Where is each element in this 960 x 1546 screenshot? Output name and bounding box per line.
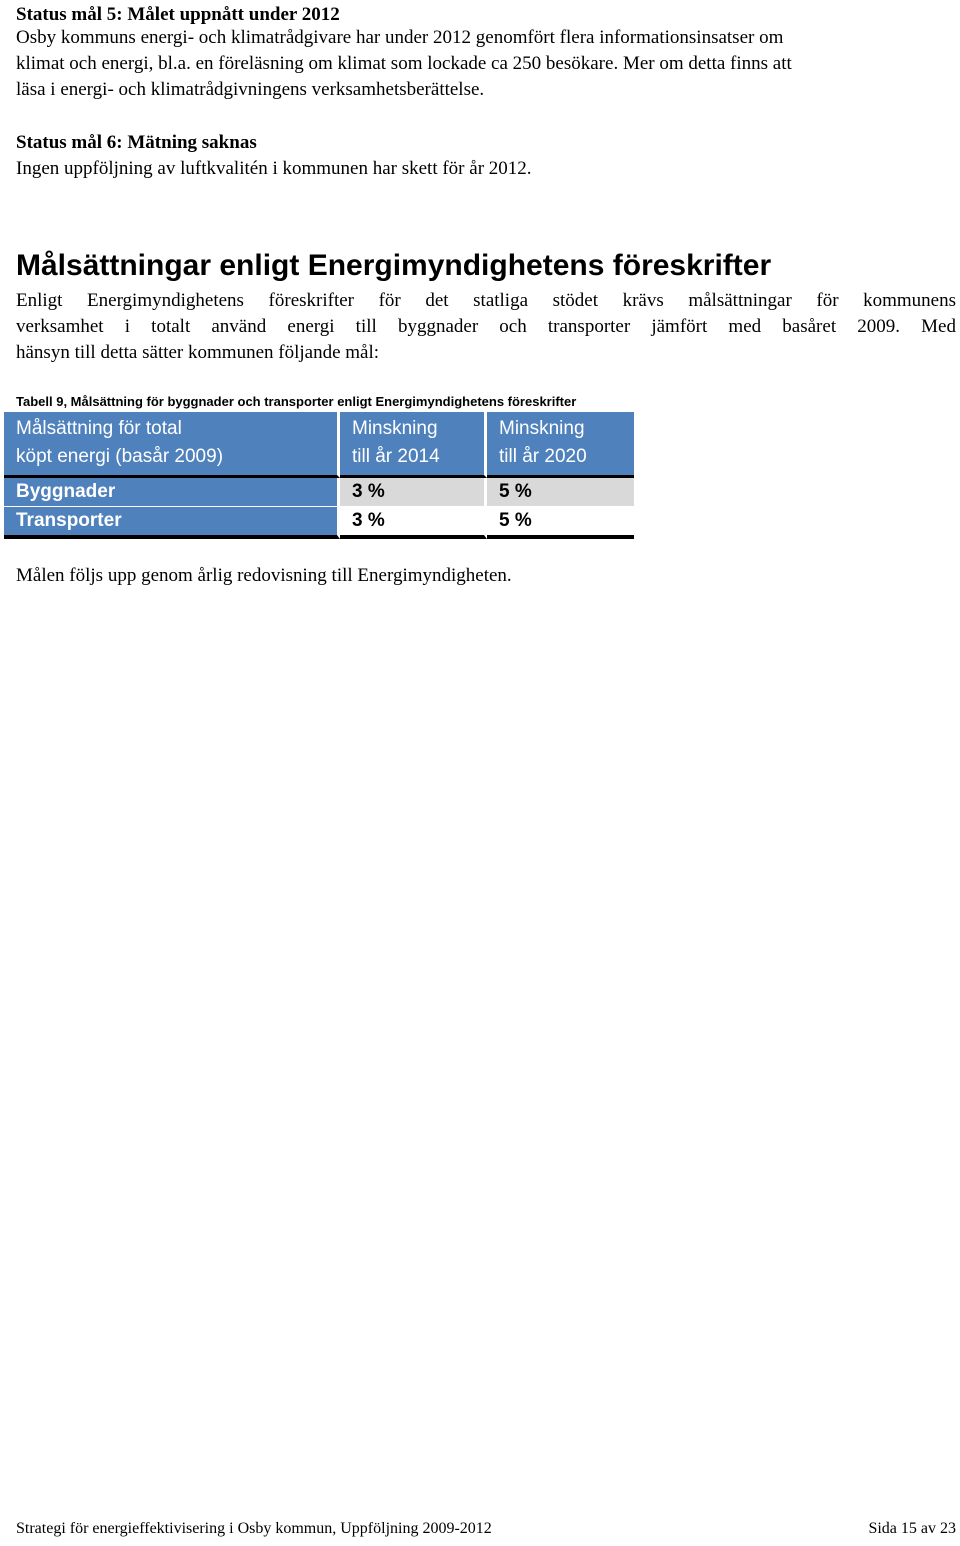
table-row xyxy=(4,478,634,507)
status-5-line-1: Osby kommuns energi- och klimatrådgivare har under 2012 genomfört flera informationsinsatser om xyxy=(16,27,784,48)
status-6-paragraph xyxy=(16,156,532,182)
transport-target-2014: 3 % xyxy=(340,507,487,539)
status-6-heading: Status mål 6: Mätning saknas xyxy=(16,132,257,153)
header-reduction-2014-line-1: Minskning xyxy=(352,418,438,439)
header-reduction-2014 xyxy=(340,412,487,478)
status-5-line-3: läsa i energi- och klimatrådgivningens verksamhetsberättelse. xyxy=(16,79,485,100)
table-row xyxy=(4,507,634,539)
status-5-heading: Status mål 5: Målet uppnått under 2012 xyxy=(16,4,340,25)
status-5-paragraph xyxy=(16,25,792,103)
header-reduction-2020 xyxy=(487,412,634,478)
table-caption: Tabell 9, Målsättning för byggnader och transporter enligt Energimyndighetens föreskrifter xyxy=(16,394,577,409)
table-header-row xyxy=(4,412,634,478)
footer-page-number: Sida 15 av 23 xyxy=(868,1520,956,1537)
header-reduction-2014-line-2: till år 2014 xyxy=(352,446,440,467)
section-line-1: Enligt Energimyndighetens föreskrifter för det statliga stödet krävs målsättningar för kommunens xyxy=(16,290,956,311)
header-reduction-2020-line-1: Minskning xyxy=(499,418,585,439)
section-heading: Målsättningar enligt Energimyndighetens föreskrifter xyxy=(16,249,772,282)
header-target-total xyxy=(4,412,340,478)
section-paragraph xyxy=(16,288,956,366)
buildings-target-2020: 5 % xyxy=(487,478,634,507)
row-label-transport: Transporter xyxy=(4,507,340,539)
footer-document-title: Strategi för energieffektivisering i Osby kommun, Uppföljning 2009-2012 xyxy=(16,1520,492,1537)
row-label-buildings: Byggnader xyxy=(4,478,340,507)
buildings-target-2014: 3 % xyxy=(340,478,487,507)
section-line-3: hänsyn till detta sätter kommunen följande mål: xyxy=(16,342,380,363)
header-target-total-line-1: Målsättning för total xyxy=(16,418,182,439)
status-5-line-2: klimat och energi, bl.a. en föreläsning om klimat som lockade ca 250 besökare. Mer om detta finns att xyxy=(16,53,792,74)
header-reduction-2020-line-2: till år 2020 xyxy=(499,446,587,467)
transport-target-2020: 5 % xyxy=(487,507,634,539)
targets-table xyxy=(4,412,634,539)
status-6-line-1: Ingen uppföljning av luftkvalitén i kommunen har skett för år 2012. xyxy=(16,158,532,179)
closing-text: Målen följs upp genom årlig redovisning till Energimyndigheten. xyxy=(16,565,512,586)
section-line-2: verksamhet i totalt använd energi till byggnader och transporter jämfört med basåret 2009. Med xyxy=(16,316,956,337)
header-target-total-line-2: köpt energi (basår 2009) xyxy=(16,446,224,467)
